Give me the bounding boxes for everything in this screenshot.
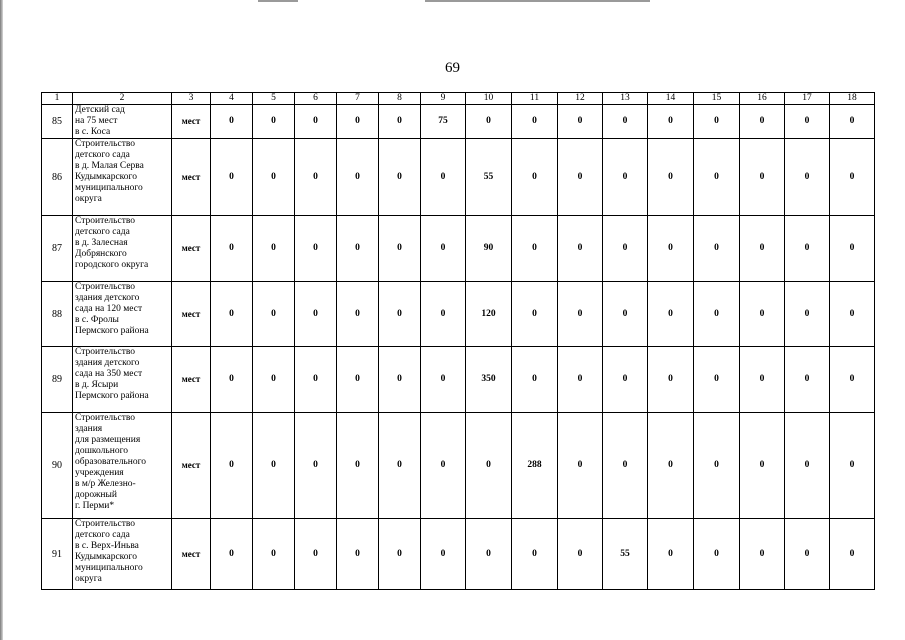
object-name-line: Строительство (75, 139, 136, 149)
object-name-line: Строительство (75, 519, 136, 529)
scan-mark-center (425, 0, 650, 2)
value-cell: 55 (603, 519, 648, 590)
value-cell: 0 (785, 216, 830, 282)
object-name-line: в с. Коса (75, 127, 111, 137)
value-cell: 0 (379, 413, 421, 519)
value-cell: 75 (421, 105, 466, 139)
value-cell: 0 (740, 282, 785, 347)
value-cell: 0 (830, 105, 875, 139)
object-name-line: Кудымкарского (75, 172, 137, 182)
object-name (73, 139, 172, 216)
unit-cell: мест (172, 105, 211, 139)
table-row (42, 216, 875, 282)
value-cell: 0 (648, 105, 694, 139)
value-cell: 0 (295, 139, 337, 216)
table-row (42, 139, 875, 216)
value-cell: 0 (694, 347, 740, 413)
value-cell: 0 (830, 216, 875, 282)
object-name-line: г. Перми* (75, 501, 115, 511)
value-cell: 0 (253, 347, 295, 413)
column-number-header: 8 (379, 93, 421, 105)
value-cell: 288 (512, 413, 558, 519)
value-cell: 0 (379, 139, 421, 216)
object-name-line: дорожный (75, 490, 117, 500)
value-cell: 0 (337, 105, 379, 139)
value-cell: 0 (512, 282, 558, 347)
object-name (73, 282, 172, 347)
object-name-line: детского сада (75, 227, 130, 237)
object-name-line: сада на 120 мест (75, 304, 143, 314)
unit-cell: мест (172, 413, 211, 519)
value-cell: 0 (512, 105, 558, 139)
column-number-header: 10 (466, 93, 512, 105)
object-name-line: Строительство (75, 216, 136, 226)
object-name-line: в с. Верх-Иньва (75, 541, 139, 551)
object-name-line: для размещения (75, 435, 141, 445)
unit-cell: мест (172, 139, 211, 216)
column-number-header: 3 (172, 93, 211, 105)
column-number-header: 11 (512, 93, 558, 105)
object-name-line: Добрянского (75, 249, 127, 259)
value-cell: 0 (337, 519, 379, 590)
value-cell: 0 (785, 347, 830, 413)
row-number: 87 (42, 216, 73, 282)
value-cell: 0 (253, 139, 295, 216)
value-cell: 0 (740, 347, 785, 413)
object-name-line: в д. Залесная (75, 238, 128, 248)
value-cell: 0 (648, 139, 694, 216)
table-row (42, 519, 875, 590)
table-row (42, 413, 875, 519)
value-cell: 0 (648, 519, 694, 590)
value-cell: 0 (603, 216, 648, 282)
value-cell: 0 (830, 413, 875, 519)
value-cell: 0 (830, 139, 875, 216)
value-cell: 0 (295, 282, 337, 347)
object-name-line: муниципального (75, 563, 143, 573)
value-cell: 0 (740, 413, 785, 519)
object-name (73, 216, 172, 282)
object-name-line: округа (75, 574, 102, 584)
column-number-header: 14 (648, 93, 694, 105)
row-number: 88 (42, 282, 73, 347)
table-row (42, 347, 875, 413)
header-row (42, 93, 875, 105)
value-cell: 0 (337, 413, 379, 519)
column-number-header: 16 (740, 93, 785, 105)
object-name-line: детского сада (75, 150, 130, 160)
value-cell: 0 (785, 105, 830, 139)
value-cell: 0 (253, 105, 295, 139)
value-cell: 0 (785, 139, 830, 216)
value-cell: 0 (603, 105, 648, 139)
value-cell: 0 (337, 347, 379, 413)
value-cell: 0 (648, 347, 694, 413)
value-cell: 0 (421, 413, 466, 519)
value-cell: 0 (295, 519, 337, 590)
object-name-line: здания детского (75, 293, 140, 303)
column-number-header: 18 (830, 93, 875, 105)
object-name-line: здания (75, 424, 103, 434)
object-name-line: сада на 350 мест (75, 369, 143, 379)
object-name-line: на 75 мест (75, 116, 118, 126)
column-number-header: 15 (694, 93, 740, 105)
value-cell: 0 (421, 139, 466, 216)
value-cell: 0 (295, 413, 337, 519)
column-number-header: 12 (558, 93, 603, 105)
object-name-line: в с. Фролы (75, 315, 119, 325)
object-name-line: образовательного (75, 457, 147, 467)
unit-cell: мест (172, 519, 211, 590)
object-name-line: в д. Ясыри (75, 380, 119, 390)
value-cell: 0 (421, 282, 466, 347)
object-name-line: городского округа (75, 260, 149, 270)
value-cell: 0 (421, 519, 466, 590)
value-cell: 0 (421, 347, 466, 413)
column-number-header: 13 (603, 93, 648, 105)
value-cell: 0 (379, 519, 421, 590)
value-cell: 55 (466, 139, 512, 216)
value-cell: 0 (830, 347, 875, 413)
value-cell: 0 (740, 216, 785, 282)
value-cell: 0 (379, 105, 421, 139)
object-name-line: в м/р Железно- (75, 479, 136, 489)
value-cell: 0 (785, 519, 830, 590)
object-name-line: Строительство (75, 282, 136, 292)
column-number-header: 6 (295, 93, 337, 105)
value-cell: 0 (785, 413, 830, 519)
column-number-header: 7 (337, 93, 379, 105)
object-name-line: в д. Малая Серва (75, 161, 144, 171)
value-cell: 0 (830, 282, 875, 347)
value-cell: 0 (558, 347, 603, 413)
value-cell: 0 (253, 519, 295, 590)
value-cell: 0 (512, 216, 558, 282)
row-number: 91 (42, 519, 73, 590)
object-name (73, 105, 172, 139)
value-cell: 0 (379, 216, 421, 282)
value-cell: 0 (295, 347, 337, 413)
value-cell: 0 (295, 216, 337, 282)
value-cell: 0 (512, 519, 558, 590)
value-cell: 0 (740, 105, 785, 139)
object-name-line: округа (75, 194, 102, 204)
column-number-header: 1 (42, 93, 73, 105)
value-cell: 0 (211, 519, 253, 590)
value-cell: 0 (421, 216, 466, 282)
value-cell: 0 (558, 413, 603, 519)
value-cell: 0 (466, 413, 512, 519)
column-number-header: 5 (253, 93, 295, 105)
value-cell: 0 (211, 105, 253, 139)
value-cell: 0 (379, 347, 421, 413)
value-cell: 0 (211, 347, 253, 413)
object-name-line: муниципального (75, 183, 143, 193)
value-cell: 0 (740, 519, 785, 590)
value-cell: 0 (337, 216, 379, 282)
value-cell: 0 (694, 216, 740, 282)
value-cell: 0 (694, 519, 740, 590)
value-cell: 120 (466, 282, 512, 347)
object-name-line: здания детского (75, 358, 140, 368)
table-row (42, 105, 875, 139)
value-cell: 0 (648, 216, 694, 282)
value-cell: 0 (466, 105, 512, 139)
column-number-header: 9 (421, 93, 466, 105)
value-cell: 0 (648, 413, 694, 519)
value-cell: 0 (337, 139, 379, 216)
object-name-line: Пермского района (75, 326, 149, 336)
value-cell: 0 (785, 282, 830, 347)
value-cell: 0 (694, 282, 740, 347)
value-cell: 0 (379, 282, 421, 347)
value-cell: 0 (558, 519, 603, 590)
value-cell: 0 (694, 413, 740, 519)
value-cell: 0 (295, 105, 337, 139)
value-cell: 0 (830, 519, 875, 590)
row-number: 90 (42, 413, 73, 519)
object-name (73, 347, 172, 413)
column-number-header: 17 (785, 93, 830, 105)
unit-cell: мест (172, 216, 211, 282)
object-name-line: Кудымкарского (75, 552, 137, 562)
object-name-line: детского сада (75, 530, 130, 540)
value-cell: 0 (558, 282, 603, 347)
value-cell: 0 (558, 216, 603, 282)
value-cell: 0 (603, 347, 648, 413)
value-cell: 0 (694, 139, 740, 216)
unit-cell: мест (172, 282, 211, 347)
value-cell: 0 (211, 282, 253, 347)
scan-edge (0, 0, 3, 640)
value-cell: 0 (211, 216, 253, 282)
value-cell: 0 (253, 282, 295, 347)
value-cell: 0 (558, 105, 603, 139)
value-cell: 0 (512, 347, 558, 413)
value-cell: 0 (253, 216, 295, 282)
value-cell: 0 (603, 139, 648, 216)
value-cell: 0 (253, 413, 295, 519)
object-name (73, 519, 172, 590)
value-cell: 0 (211, 139, 253, 216)
object-name-line: учреждения (75, 468, 124, 478)
value-cell: 0 (740, 139, 785, 216)
object-name (73, 413, 172, 519)
page-number: 69 (445, 60, 460, 76)
scan-mark-left (258, 0, 298, 2)
object-name-line: Детский сад (75, 105, 125, 115)
object-name-line: дошкольного (75, 446, 128, 456)
column-number-header: 2 (73, 93, 172, 105)
value-cell: 0 (648, 282, 694, 347)
value-cell: 0 (466, 519, 512, 590)
data-table (41, 92, 875, 590)
value-cell: 0 (694, 105, 740, 139)
value-cell: 0 (337, 282, 379, 347)
row-number: 86 (42, 139, 73, 216)
object-name-line: Пермского района (75, 391, 149, 401)
value-cell: 0 (603, 413, 648, 519)
object-name-line: Строительство (75, 347, 136, 357)
row-number: 85 (42, 105, 73, 139)
value-cell: 0 (211, 413, 253, 519)
unit-cell: мест (172, 347, 211, 413)
object-name-line: Строительство (75, 413, 136, 423)
table-row (42, 282, 875, 347)
value-cell: 90 (466, 216, 512, 282)
column-number-header: 4 (211, 93, 253, 105)
value-cell: 350 (466, 347, 512, 413)
row-number: 89 (42, 347, 73, 413)
value-cell: 0 (603, 282, 648, 347)
value-cell: 0 (512, 139, 558, 216)
value-cell: 0 (558, 139, 603, 216)
